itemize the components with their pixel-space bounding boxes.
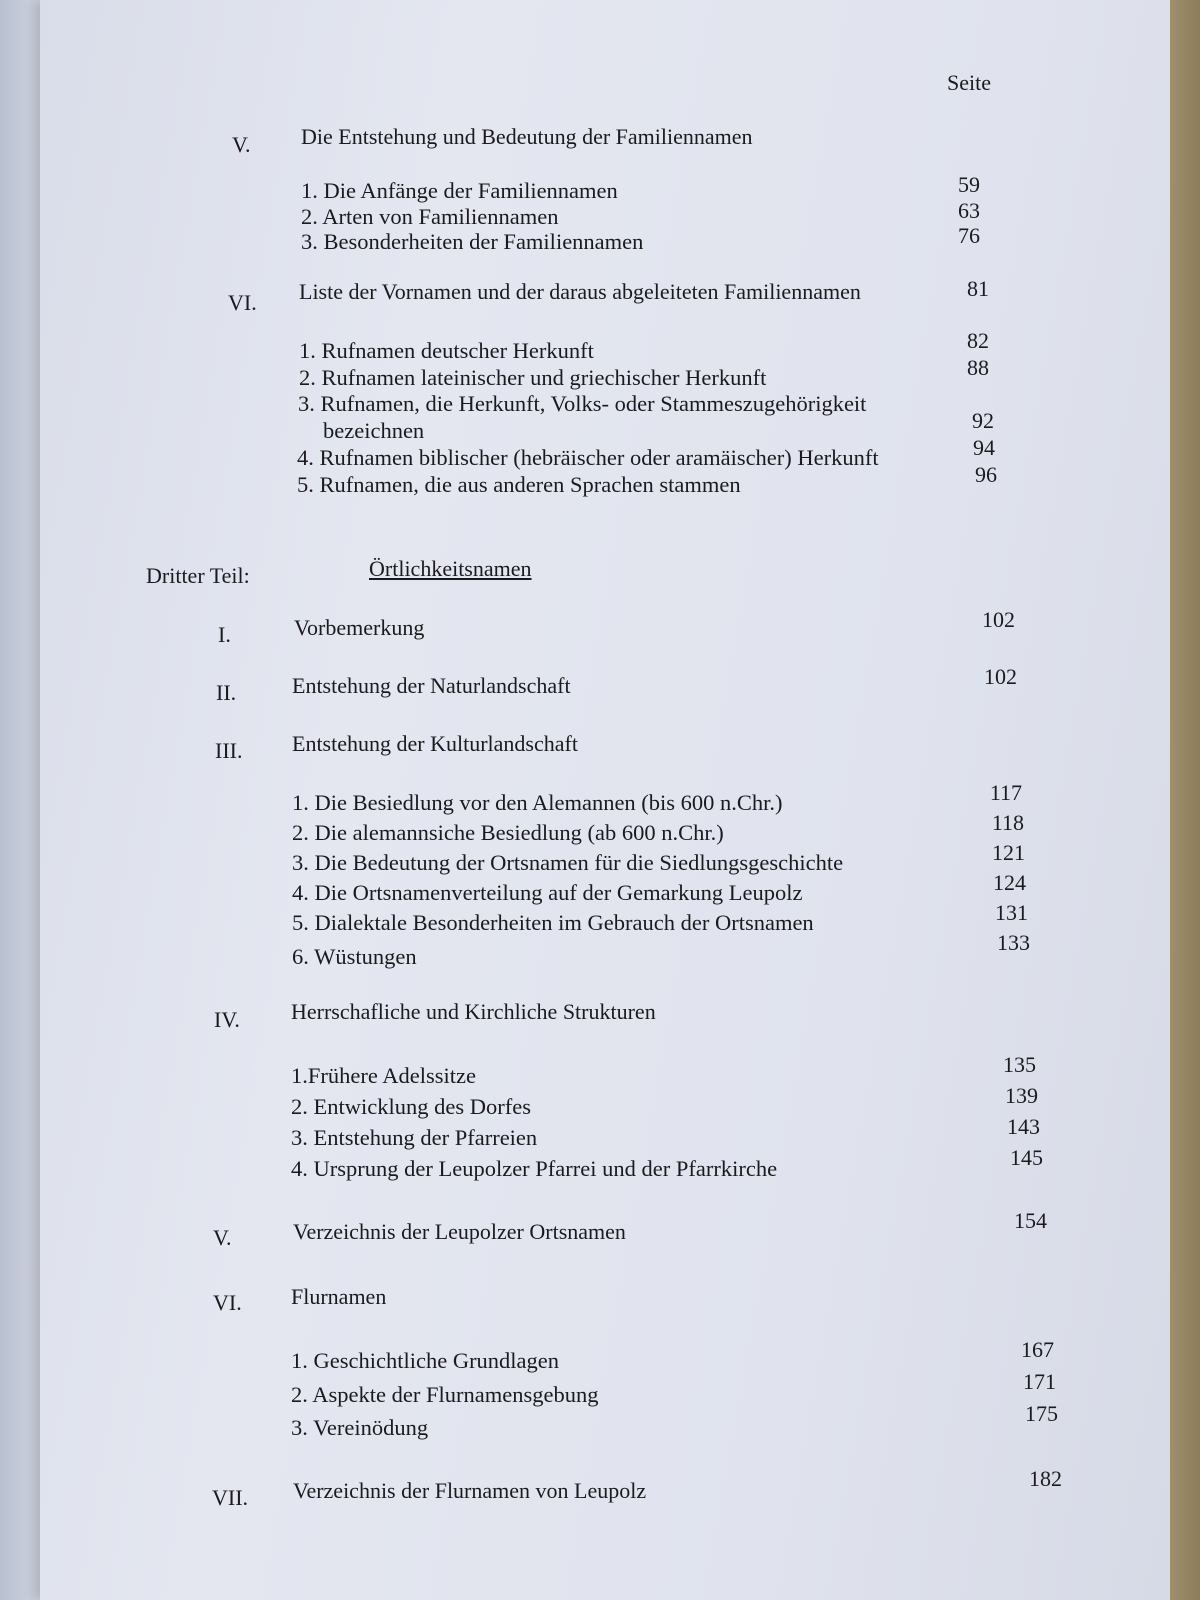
toc-entry: 3. Rufnamen, die Herkunft, Volks- oder Stammeszugehörigkeit — [298, 391, 867, 416]
toc-page-number: 167 — [1021, 1337, 1054, 1362]
toc-page-number: 63 — [958, 198, 980, 223]
part-title: Örtlichkeitsnamen — [369, 556, 532, 581]
toc-entry: 2. Rufnamen lateinischer und griechischer Herkunft — [299, 365, 767, 390]
toc-page-number: 121 — [992, 840, 1025, 865]
toc-page-number: 154 — [1014, 1208, 1047, 1233]
toc-page-number: 118 — [991, 810, 1024, 835]
toc-entry: 2. Entwicklung des Dorfes — [291, 1094, 531, 1119]
toc-entry: 3. Die Bedeutung der Ortsnamen für die Siedlungsgeschichte — [292, 850, 844, 875]
toc-page-number: 76 — [958, 223, 980, 248]
toc-entry: 6. Wüstungen — [292, 944, 417, 969]
section-title: Verzeichnis der Flurnamen von Leupolz — [293, 1478, 647, 1503]
toc-page-number: 133 — [997, 930, 1030, 955]
section-title: Vorbemerkung — [294, 615, 425, 640]
section-numeral: VI. — [213, 1290, 242, 1315]
toc-entry: 2. Aspekte der Flurnamensgebung — [291, 1382, 599, 1407]
table-surface — [1170, 0, 1200, 1600]
toc-entry: 1. Geschichtliche Grundlagen — [291, 1348, 560, 1373]
toc-entry: 3. Besonderheiten der Familiennamen — [301, 229, 644, 254]
toc-page-number: 94 — [973, 435, 995, 460]
toc-page-number: 139 — [1005, 1083, 1038, 1108]
toc-entry: 5. Rufnamen, die aus anderen Sprachen stammen — [297, 472, 741, 497]
toc-page-number: 102 — [982, 607, 1015, 632]
toc-entry: 2. Arten von Familiennamen — [301, 204, 559, 229]
toc-page-number: 88 — [967, 355, 989, 380]
toc-entry: 5. Dialektale Besonderheiten im Gebrauch der Ortsnamen — [292, 910, 814, 935]
toc-page-number: 59 — [958, 172, 980, 197]
section-numeral: I. — [218, 622, 231, 647]
toc-entry: 1. Die Besiedlung vor den Alemannen (bis 600 n.Chr.) — [292, 790, 783, 815]
section-title: Entstehung der Naturlandschaft — [292, 673, 571, 698]
page-column-header: Seite — [947, 70, 991, 95]
section-numeral: IV. — [214, 1007, 240, 1032]
toc-page-number: 131 — [995, 900, 1028, 925]
part-label: Dritter Teil: — [146, 563, 250, 588]
toc-page-number: 135 — [1003, 1052, 1036, 1077]
toc-page-number: 82 — [967, 328, 989, 353]
section-numeral: V. — [213, 1225, 232, 1250]
section-numeral: III. — [215, 738, 243, 763]
section-numeral: VII. — [212, 1485, 249, 1510]
toc-entry: 3. Entstehung der Pfarreien — [291, 1125, 538, 1150]
section-title: Liste der Vornamen und der daraus abgeleiteten Familiennamen — [299, 279, 861, 304]
toc-entry: 4. Die Ortsnamenverteilung auf der Gemarkung Leupolz — [292, 880, 803, 905]
toc-entry: 4. Rufnamen biblischer (hebräischer oder aramäischer) Herkunft — [297, 445, 879, 470]
toc-page-number: 117 — [989, 780, 1022, 805]
toc-page-number: 143 — [1007, 1114, 1040, 1139]
toc-page-number: 92 — [972, 408, 994, 433]
section-title: Entstehung der Kulturlandschaft — [292, 731, 578, 756]
section-title: Verzeichnis der Leupolzer Ortsnamen — [293, 1219, 626, 1244]
toc-page-number: 145 — [1010, 1145, 1043, 1170]
section-numeral: II. — [216, 680, 237, 705]
toc-entry: 1. Rufnamen deutscher Herkunft — [299, 338, 594, 363]
toc-page-number: 124 — [993, 870, 1026, 895]
section-numeral: VI. — [228, 290, 257, 315]
section-title: Die Entstehung und Bedeutung der Familiennamen — [301, 124, 753, 149]
toc-page-number: 81 — [967, 276, 989, 301]
toc-entry: 1.Frühere Adelssitze — [291, 1063, 476, 1088]
section-numeral: V. — [232, 132, 251, 157]
toc-page-number: 171 — [1023, 1369, 1056, 1394]
section-title: Flurnamen — [291, 1284, 387, 1309]
toc-entry: 1. Die Anfänge der Familiennamen — [301, 178, 618, 203]
toc-entry: 3. Vereinödung — [291, 1415, 429, 1440]
toc-page-number: 182 — [1029, 1466, 1062, 1491]
toc-entry: 2. Die alemannsiche Besiedlung (ab 600 n.Chr.) — [292, 820, 724, 845]
toc-page-number: 175 — [1025, 1401, 1058, 1426]
toc-entry-continuation: bezeichnen — [323, 418, 425, 443]
section-title: Herrschafliche und Kirchliche Strukturen — [291, 999, 656, 1024]
toc-page-number: 96 — [975, 462, 997, 487]
toc-page-number: 102 — [984, 664, 1017, 689]
toc-entry: 4. Ursprung der Leupolzer Pfarrei und der Pfarrkirche — [291, 1156, 778, 1181]
